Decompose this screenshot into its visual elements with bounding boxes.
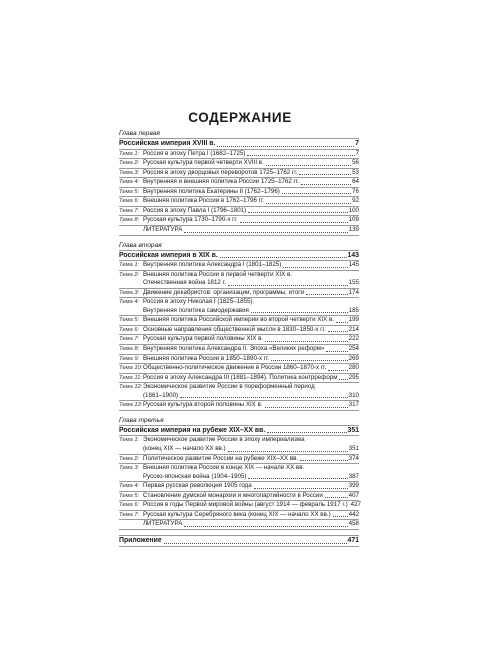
toc-entry	[119, 226, 359, 235]
topic-line	[143, 445, 359, 454]
topic-page: 155	[348, 279, 359, 287]
topic-text	[143, 298, 359, 315]
topic-title: Русская культура 1730–1790-х гг.	[143, 216, 238, 224]
topic-page: 387	[348, 472, 359, 480]
topic-title: Движение декабристов: организации, программы, итоги	[143, 288, 304, 296]
topic-text	[143, 159, 359, 168]
topic-line	[143, 345, 359, 354]
topic-title: Становление думской монархии и многопартийности в России	[143, 491, 323, 499]
topic-text	[143, 511, 359, 520]
topic-number: Тема 6:	[119, 198, 140, 205]
chapter-title: Российская империя на рубеже XIX–XX вв.	[119, 426, 266, 434]
topic-page: 7	[355, 149, 359, 157]
topic-number: Тема 9:	[119, 355, 140, 362]
topic-page: 185	[348, 306, 359, 314]
topic-number: Тема 11:	[119, 374, 142, 381]
dot-leader	[247, 155, 354, 156]
topic-page: 100	[348, 206, 359, 214]
dot-leader	[339, 379, 347, 380]
dot-leader	[266, 165, 351, 166]
topic-text	[143, 436, 359, 453]
toc-entry	[119, 207, 359, 216]
chapter-heading	[119, 251, 359, 261]
topic-number: Тема 2:	[119, 160, 140, 167]
divider	[119, 546, 359, 547]
toc-entry	[119, 298, 359, 315]
toc-entry	[119, 169, 359, 178]
chapter-label: Глава третья	[119, 416, 164, 424]
topic-page: 214	[348, 325, 359, 333]
topic-number: Тема 2:	[119, 271, 140, 278]
topic-page: 254	[348, 345, 359, 353]
dot-leader	[266, 203, 351, 204]
dot-leader	[282, 193, 351, 194]
dot-leader	[328, 331, 348, 332]
topic-title: Россия в эпоху дворцовых переворотов 1725–1762 гг.	[143, 168, 298, 176]
toc-entry	[119, 271, 359, 288]
topic-page: 317	[348, 401, 359, 409]
chapter-page: 351	[347, 426, 359, 434]
topic-title: Внутренняя политика Екатерины II (1762–1796)	[143, 187, 280, 195]
topic-title: Русская культура второй половины XIX в.	[143, 401, 263, 409]
topic-line	[143, 226, 359, 235]
toc-entry	[119, 150, 359, 159]
topic-number: Тема 12:	[119, 384, 143, 391]
topic-title: Внешняя политика России в первой четверти XIX в.	[143, 270, 292, 278]
topic-page: 109	[348, 216, 359, 224]
dot-leader	[164, 543, 347, 544]
toc-entry	[119, 197, 359, 206]
topic-text	[143, 520, 359, 529]
topic-title: Внешняя политика России в 1762–1796 гг.	[143, 197, 265, 205]
chapter-title: Российская империя XVIII в.	[119, 140, 216, 148]
topic-page: 222	[348, 335, 359, 343]
chapter-label: Глава первая	[119, 130, 160, 137]
topic-line	[143, 401, 359, 410]
topic-page: 280	[348, 364, 359, 372]
topic-line	[143, 511, 359, 520]
topic-title: Экономическое развитие России в пореформенный период	[143, 383, 315, 391]
dot-leader	[265, 407, 348, 408]
topic-page: 458	[348, 520, 359, 528]
topic-text	[143, 207, 359, 216]
topic-text	[143, 316, 359, 325]
topic-text	[143, 401, 359, 410]
topic-title: Русская культура первой четверти XVIII в.	[143, 159, 264, 167]
topic-title: Экономическое развитие России в эпоху империализма	[143, 436, 305, 444]
topic-title: Внутренняя политика Александра II. Эпоха «Великих реформ»	[143, 345, 325, 353]
topic-title: Русско-японская война (1904–1905)	[143, 472, 247, 480]
topic-page: 139	[348, 225, 359, 233]
topic-number: Тема 7:	[119, 336, 140, 343]
dot-leader	[336, 322, 348, 323]
topic-line	[143, 374, 359, 383]
topic-text	[143, 335, 359, 344]
topic-line	[143, 279, 359, 288]
topic-text	[143, 455, 359, 464]
topic-number: Тема 2:	[119, 455, 140, 462]
topic-text	[143, 169, 359, 178]
topic-page: 53	[352, 168, 359, 176]
topic-page: 427	[350, 501, 361, 509]
dot-leader	[180, 397, 348, 398]
topic-number: Тема 1:	[119, 437, 140, 444]
topic-number: Тема 3:	[119, 169, 140, 176]
topic-text	[143, 364, 359, 373]
topic-title: Внешняя политика Российской империи во второй четверти XIX в.	[143, 316, 335, 324]
toc-entry	[119, 520, 359, 529]
topic-line	[143, 455, 359, 464]
topic-line	[143, 169, 359, 178]
topic-number: Тема 5:	[119, 317, 140, 324]
topic-page: 351	[348, 445, 359, 452]
topic-number: Тема 13:	[119, 402, 143, 409]
topic-title: Внутренняя и внешняя политика России 1725–1762 гг.	[143, 178, 300, 186]
toc-entry	[119, 401, 359, 410]
toc-entry	[119, 464, 359, 481]
topic-number: Тема 4:	[119, 299, 140, 306]
toc-entry	[119, 492, 359, 501]
topic-title: Внутренняя политика самодержавия	[143, 306, 249, 314]
topic-number: Тема 10:	[119, 365, 143, 372]
topic-page: 92	[352, 197, 359, 205]
topic-text	[143, 289, 359, 298]
table-of-contents	[119, 129, 359, 547]
dot-leader	[301, 184, 351, 185]
toc-entry	[119, 261, 359, 270]
topic-line	[143, 473, 359, 482]
dot-leader	[184, 232, 347, 233]
chapter-label: Глава вторая	[119, 241, 162, 249]
appendix-heading	[119, 536, 359, 546]
dot-leader	[251, 312, 348, 313]
topic-number: Тема 8:	[119, 217, 140, 224]
topic-title: Внешняя политика России в конце XIX — начале XX вв.	[143, 464, 305, 472]
topic-text	[143, 345, 359, 354]
dot-leader	[267, 432, 346, 433]
topic-text	[143, 383, 359, 400]
topic-page: 199	[348, 316, 359, 324]
page-title: СОДЕРЖАНИЕ	[188, 110, 292, 125]
toc-entry	[119, 159, 359, 168]
dot-leader	[228, 285, 348, 286]
topic-line	[143, 207, 359, 216]
topic-page: 269	[348, 354, 359, 362]
topic-page: 310	[348, 391, 359, 399]
toc-entry	[119, 383, 359, 400]
chapter-page: 7	[355, 140, 359, 148]
toc-entry	[119, 355, 359, 364]
topic-text	[143, 482, 359, 491]
topic-line	[143, 335, 359, 344]
topic-line	[143, 216, 359, 225]
topic-text	[143, 226, 359, 235]
topic-line	[143, 520, 359, 529]
topic-title: Внешняя политика России в 1850–1890-х гг.	[143, 354, 270, 362]
topic-page: 295	[348, 373, 359, 381]
topic-page: 174	[348, 288, 359, 296]
topic-title: Политическое развитие России на рубеже XIX–XX вв.	[143, 454, 299, 462]
topic-line	[143, 436, 359, 445]
chapter-heading	[119, 426, 359, 436]
topic-title: (1861–1900)	[143, 391, 179, 399]
topic-title: Россия в эпоху Александра III (1881–1894). Политика контрреформ	[143, 373, 338, 381]
topic-page: 76	[352, 187, 359, 195]
topic-text	[143, 464, 359, 481]
topic-line	[143, 197, 359, 206]
topic-line	[143, 501, 361, 510]
topic-number: Тема 6:	[119, 326, 140, 333]
topic-page: 399	[348, 482, 359, 490]
topic-text	[143, 492, 359, 501]
dot-leader	[300, 460, 348, 461]
toc-entry	[119, 364, 359, 373]
topic-line	[143, 159, 359, 168]
toc-entry	[119, 178, 359, 187]
topic-text	[143, 374, 359, 383]
topic-text	[143, 188, 359, 197]
dot-leader	[333, 516, 348, 517]
topic-line	[143, 355, 359, 364]
topic-number: Тема 5:	[119, 188, 140, 195]
topic-number: Тема 1:	[119, 150, 140, 157]
topic-line	[143, 392, 359, 401]
topic-number: Тема 8:	[119, 346, 140, 353]
dot-leader	[228, 451, 348, 452]
topic-line	[143, 261, 359, 270]
topic-page: 374	[348, 454, 359, 462]
topic-line	[143, 316, 359, 325]
topic-title: Русская культура Серебряного века (конец XIX — начало XX вв.)	[143, 510, 331, 518]
topic-line	[143, 271, 359, 280]
topic-number: Тема 7:	[119, 511, 140, 518]
topic-page: 56	[352, 159, 359, 167]
dot-leader	[217, 146, 354, 147]
dot-leader	[248, 478, 347, 479]
chapter-heading	[119, 139, 359, 149]
topic-text	[143, 178, 359, 187]
topic-title: (конец XIX — начало XX вв.)	[143, 445, 226, 452]
dot-leader	[248, 212, 348, 213]
topic-line	[143, 307, 359, 316]
topic-line	[143, 178, 359, 187]
topic-line	[143, 482, 359, 491]
topic-text	[143, 271, 359, 288]
toc-entry	[119, 188, 359, 197]
topic-number: Тема 3:	[119, 465, 140, 472]
toc-entry	[119, 501, 359, 510]
topic-page: 64	[352, 178, 359, 186]
topic-line	[143, 188, 359, 197]
toc-entry	[119, 455, 359, 464]
topic-title: Россия в годы Первой мировой войны (август 1914 — февраль 1917 г.)	[143, 501, 348, 509]
topic-line	[143, 364, 359, 373]
dot-leader	[326, 351, 347, 352]
chapter-title: Российская империя в XIX в.	[119, 251, 218, 259]
topic-text	[143, 326, 359, 335]
toc-entry	[119, 511, 359, 520]
topic-line	[143, 298, 359, 307]
topic-text	[143, 216, 359, 225]
toc-entry	[119, 289, 359, 298]
topic-title: Первая русская революция 1905 года	[143, 482, 252, 490]
dot-leader	[254, 488, 348, 489]
topic-page: 442	[348, 510, 359, 518]
dot-leader	[283, 267, 347, 268]
dot-leader	[306, 294, 348, 295]
topic-number: Тема 7:	[119, 207, 140, 214]
dot-leader	[328, 370, 347, 371]
toc-entry	[119, 436, 359, 453]
topic-line	[143, 289, 359, 298]
topic-title: Россия в эпоху Павла I (1796–1801)	[143, 206, 247, 214]
toc-entry	[119, 482, 359, 491]
topic-title: Внутренняя политика Александра I (1801–1825)	[143, 261, 282, 269]
topic-line	[143, 150, 359, 159]
dot-leader	[265, 341, 347, 342]
topic-page: 145	[348, 261, 359, 269]
topic-title: ЛИТЕРАТУРА	[143, 225, 183, 233]
topic-line	[143, 464, 359, 473]
topic-number: Тема 5:	[119, 492, 140, 499]
topic-page: 407	[348, 491, 359, 499]
appendix-title: Приложение	[119, 536, 162, 544]
toc-entry	[119, 345, 359, 354]
topic-text	[143, 355, 359, 364]
topic-line	[143, 383, 359, 392]
topic-text	[143, 197, 359, 206]
toc-entry	[119, 216, 359, 225]
dot-leader	[271, 360, 347, 361]
topic-title: Отечественная война 1812 г.	[143, 279, 226, 287]
topic-line	[143, 492, 359, 501]
topic-title: ЛИТЕРАТУРА	[143, 520, 183, 528]
chapter-page: 143	[347, 251, 359, 259]
topic-line	[143, 326, 359, 335]
dot-leader	[220, 257, 347, 258]
topic-title: Общественно-политическое движение в России 1860–1870-х гг.	[143, 364, 327, 372]
dot-leader	[184, 526, 347, 527]
topic-title: Россия в эпоху Петра I (1682–1725)	[143, 149, 246, 157]
toc-entry	[119, 374, 359, 383]
dot-leader	[325, 497, 348, 498]
toc-entry	[119, 326, 359, 335]
topic-number: Тема 1:	[119, 262, 140, 269]
topic-text	[143, 501, 361, 510]
toc-entry	[119, 316, 359, 325]
topic-number: Тема 4:	[119, 483, 140, 490]
topic-text	[143, 261, 359, 270]
appendix-page: 471	[347, 536, 359, 544]
topic-text	[143, 150, 359, 159]
topic-number: Тема 4:	[119, 179, 140, 186]
topic-title: Основные направления общественной мысли в 1830–1850-х гг.	[143, 325, 326, 333]
topic-number: Тема 6:	[119, 502, 140, 509]
dot-leader	[240, 222, 348, 223]
topic-number: Тема 3:	[119, 289, 140, 296]
topic-title: Россия в эпоху Николая I (1825–1855).	[143, 298, 255, 306]
toc-entry	[119, 335, 359, 344]
dot-leader	[299, 174, 351, 175]
topic-title: Русская культура первой половины XIX в.	[143, 335, 264, 343]
